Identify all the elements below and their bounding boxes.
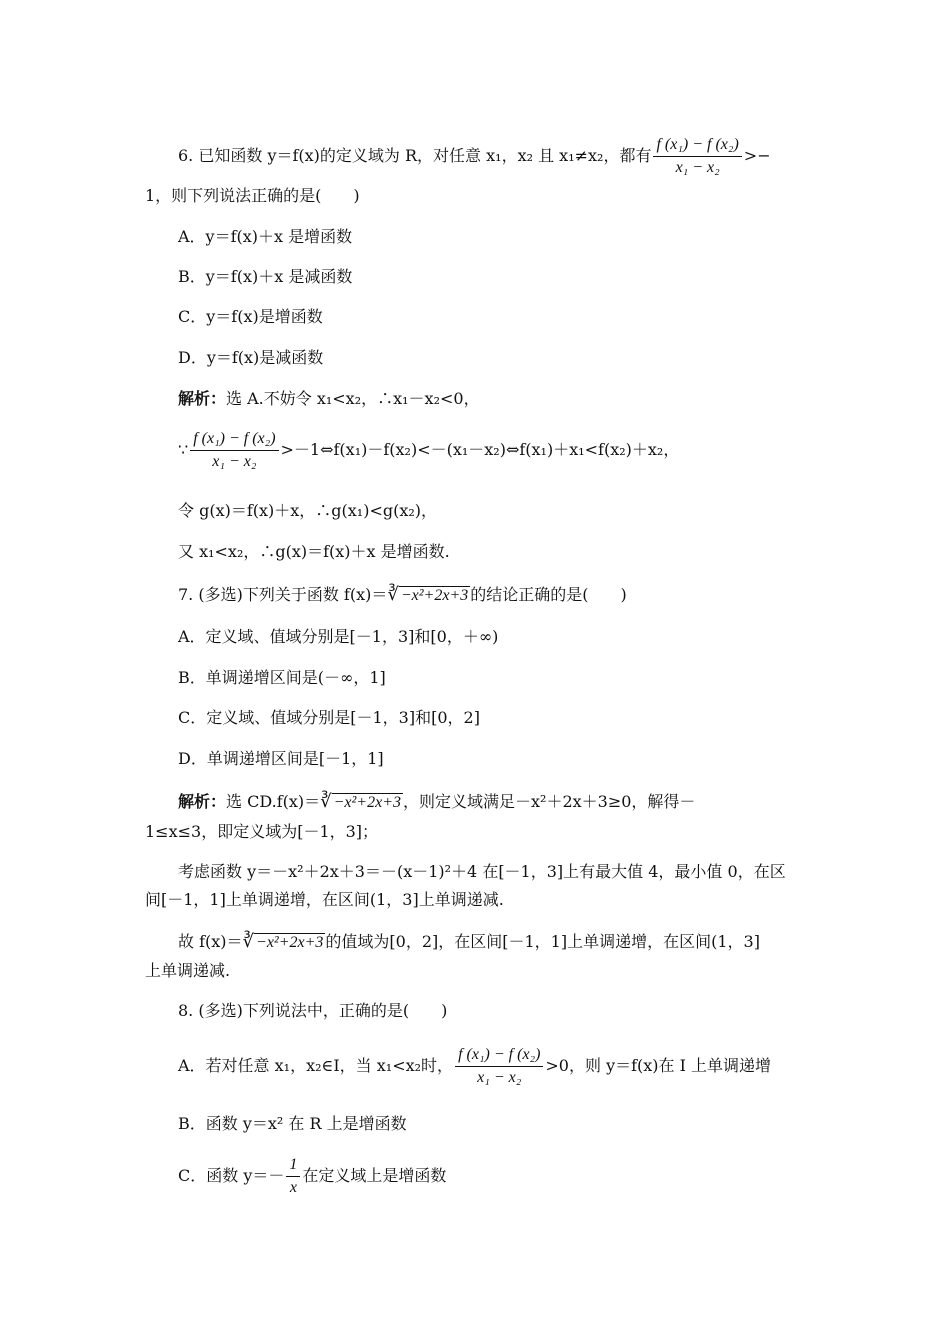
q8-option-a [178, 1046, 771, 1087]
q6-solution-1 [178, 389, 480, 409]
q7-solution-4: 间[－1，1]上单调递增，在区间(1，3]上单调递减. [145, 890, 504, 909]
q8-option-c [178, 1156, 446, 1197]
cube-root-icon: ∛ [320, 791, 332, 811]
q6-solution-2 [178, 430, 679, 471]
q8-option-a-num: f (x₁) − f (x₂) [455, 1046, 543, 1067]
q6-line2: 1，则下列说法正确的是( ) [145, 186, 360, 205]
q6-option-c: C．y＝f(x)是增函数 [178, 307, 323, 326]
q6-solution-label: 解析： [178, 389, 227, 408]
q8-option-c-num: 1 [286, 1156, 300, 1177]
q6-solution-4: 又 x₁<x₂，∴g(x)＝f(x)＋x 是增函数. [178, 542, 450, 561]
q7-solution-label: 解析： [178, 792, 227, 811]
q7-solution-radical [320, 791, 403, 813]
q7-solution-6: 上单调递减. [145, 961, 231, 980]
q6-solution-frac-num: f (x₁) − f (x₂) [190, 430, 278, 451]
q8-option-a-prefix: A．若对任意 x₁，x₂∈I，当 x₁<x₂时， [178, 1056, 454, 1075]
q6-solution-fraction [190, 430, 278, 471]
q6-solution-2-suffix: >－1⇔f(x₁)－f(x₂)<－(x₁－x₂)⇔f(x₁)＋x₁<f(x₂)＋x₂， [280, 440, 680, 459]
because-symbol: ∵ [178, 440, 189, 459]
q6-line1 [178, 136, 771, 177]
q7-solution-radicand: −x²+2x+3 [333, 794, 401, 811]
q8-option-a-den: x₁ − x₂ [477, 1069, 522, 1086]
q8-option-a-suffix: >0，则 y＝f(x)在 I 上单调递增 [545, 1056, 772, 1075]
q6-solution-3: 令 g(x)＝f(x)＋x，∴g(x₁)<g(x₂)， [178, 501, 438, 520]
q7-radical [387, 584, 470, 606]
q7-solution-5-radical [243, 931, 326, 953]
q8-option-c-fraction [286, 1156, 300, 1197]
q7-option-b: B．单调递增区间是(－∞，1] [178, 668, 386, 687]
q8-line1: 8. (多选)下列说法中，正确的是( ) [178, 1001, 448, 1020]
cube-root-icon: ∛ [242, 931, 255, 951]
q6-option-a: A．y＝f(x)＋x 是增函数 [178, 227, 353, 246]
q7-solution-suffix: ，则定义域满足－x²＋2x＋3≥0，解得－ [403, 792, 696, 811]
q7-stem-suffix: 的结论正确的是( ) [470, 585, 627, 604]
q7-solution-2: 1≤x≤3，即定义域为[－1，3]； [145, 822, 379, 841]
q7-line1 [178, 584, 627, 606]
q7-solution-5 [178, 931, 760, 953]
q7-solution-5-radicand: −x²+2x+3 [256, 934, 324, 951]
q7-solution-prefix: 选 CD.f(x)＝ [226, 792, 321, 811]
q6-frac-num: f (x₁) − f (x₂) [653, 136, 741, 157]
q8-option-c-prefix: C．函数 y＝－ [178, 1166, 285, 1185]
q6-solution-text: 选 A.不妨令 x₁<x₂，∴x₁－x₂<0， [226, 389, 480, 408]
q7-stem: 7. (多选)下列关于函数 f(x)＝ [178, 585, 388, 604]
q7-option-a: A．定义域、值域分别是[－1，3]和[0，＋∞) [178, 627, 499, 646]
q8-option-c-den: x [289, 1179, 297, 1196]
q7-option-c: C．定义域、值域分别是[－1，3]和[0，2] [178, 708, 480, 727]
q7-radicand: −x²+2x+3 [400, 587, 469, 604]
q7-solution-3: 考虑函数 y＝－x²＋2x＋3＝－(x－1)²＋4 在[－1，3]上有最大值 4，最小值 0，在区 [178, 862, 786, 881]
q8-option-a-fraction [455, 1046, 543, 1087]
q6-solution-frac-den: x₁ − x₂ [212, 453, 257, 470]
q6-option-d: D．y＝f(x)是减函数 [178, 348, 324, 367]
q7-solution-5-prefix: 故 f(x)＝ [178, 932, 243, 951]
q8-option-b: B．函数 y＝x² 在 R 上是增函数 [178, 1114, 407, 1133]
q6-fraction [653, 136, 741, 177]
q7-solution-1 [178, 791, 695, 813]
q6-frac-den: x₁ − x₂ [675, 159, 720, 176]
q6-option-b: B．y＝f(x)＋x 是减函数 [178, 267, 353, 286]
q8-option-c-suffix: 在定义域上是增函数 [302, 1166, 447, 1185]
q6-stem-suffix: >− [743, 146, 771, 165]
q7-option-d: D．单调递增区间是[－1，1] [178, 749, 384, 768]
q7-solution-5-suffix: 的值域为[0，2]，在区间[－1，1]上单调递增，在区间(1，3] [325, 932, 760, 951]
cube-root-icon: ∛ [387, 584, 399, 604]
q6-stem: 6. 已知函数 y＝f(x)的定义域为 R，对任意 x₁，x₂ 且 x₁≠x₂，都有 [178, 146, 652, 165]
